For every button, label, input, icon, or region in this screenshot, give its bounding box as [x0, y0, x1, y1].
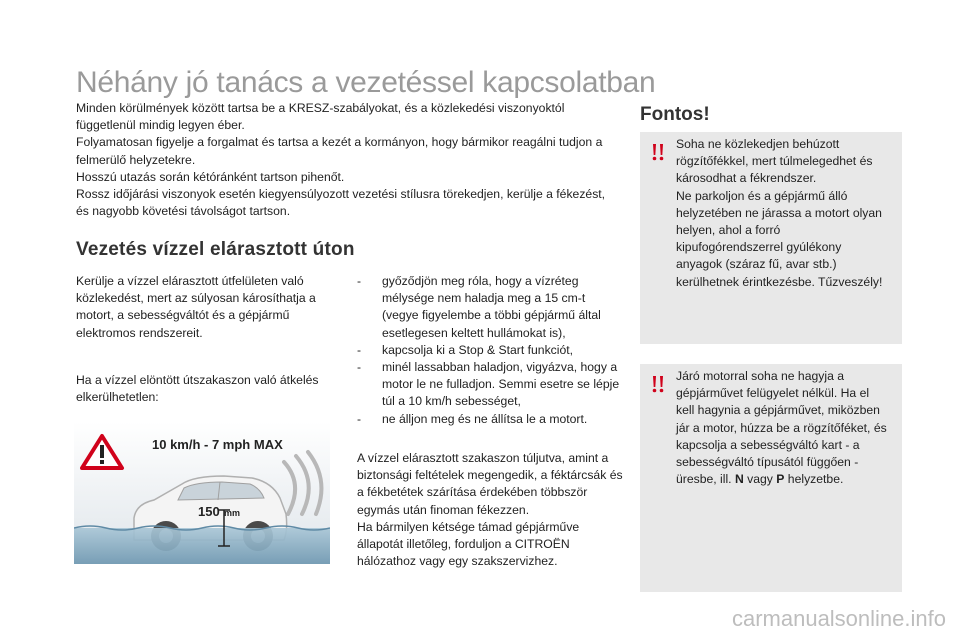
important-box-brakes-parking	[640, 132, 902, 344]
text-part: helyzetbe.	[784, 472, 844, 487]
flood-warning-text: Kerülje a vízzel elárasztott útfelületen való közlekedést, mert az súlyosan károsíthatja a motort, a sebességváltót és a gépjármű elektromos rendszereit.	[76, 274, 316, 340]
section-heading: Vezetés vízzel elárasztott úton	[76, 239, 355, 260]
after-crossing-text	[357, 450, 627, 570]
list-item: - minél lassabban haladjon, vigyázva, hogy a motor le ne fulladjon. Semmi esetre se lépje túl a 10 km/h sebességet,	[357, 359, 622, 411]
watermark: carmanualsonline.info	[731, 606, 946, 631]
important-heading: Fontos!	[640, 104, 710, 125]
list-item: - győződjön meg róla, hogy a vízréteg mélysége nem haladja meg a 15 cm-t (vegye figyelembe a többi gépjármű által esetlegesen keltett hullámokat is),	[357, 273, 622, 342]
intro-line: Minden körülmények között tartsa be a KRESZ-szabályokat, és a közlekedési viszonyoktól függetlenül mindig legyen éber.	[76, 101, 565, 133]
intro-line: Hosszú utazás során kétóránként tartson pihenőt.	[76, 169, 345, 184]
important-box-running-engine	[640, 364, 902, 592]
text-part: vagy	[743, 472, 777, 487]
depth-value: 150	[198, 504, 220, 519]
gear-n: N	[734, 472, 744, 487]
water-surface	[74, 528, 330, 564]
depth-unit: mm	[224, 508, 241, 518]
exclamation-warning-icon	[648, 142, 668, 162]
exclamation-warning-icon	[648, 374, 668, 394]
intro-text	[76, 100, 621, 220]
paragraph: Ha bármilyen kétsége támad gépjárműve állapotát illetőleg, forduljon a CITROËN hálózathoz vagy egy szakszervizhez.	[357, 519, 580, 569]
box-text: Ne parkoljon és a gépjármű álló helyzetében ne járassa a motort olyan helyen, ahol a forró kipufogórendszerrel gyúlékony anyagok (száraz fű, avar stb.) kerülhetnek érintkezésbe. Tűzveszély!	[676, 188, 883, 289]
text-part: Járó motorral soha ne hagyja a gépjárművet felügyelet nélkül. Ha el kell hagynia a gépjárművet, miközben jár a motor, húzza be a rögzítőféket, és kapcsolja a sebességváltó kart - a sebességváltó típusától függően - üresbe, ill.	[676, 369, 887, 487]
paragraph: A vízzel elárasztott szakaszon túljutva, amint a biztonsági feltételek megengedik, a féktárcsák és a fékbetétek szárítása érdekében többször egymás után finoman fékezzen.	[357, 451, 623, 517]
crossing-intro-text: Ha a vízzel elöntött útszakaszon való átkelés elkerülhetetlen:	[76, 373, 319, 405]
intro-line: Rossz időjárási viszonyok esetén kiegyensúlyozott vezetési stílusra törekedjen, kerülje a fékezést, és nagyobb követési távolságot tartson.	[76, 187, 606, 219]
crossing-instructions-list	[357, 273, 622, 428]
box-text: Soha ne közlekedjen behúzott rögzítőfékkel, mert túlmelegedhet és károsodhat a fékrendszer.	[676, 137, 873, 186]
gear-p: P	[776, 472, 785, 487]
flooded-road-illustration	[74, 422, 330, 564]
speed-limit-label: 10 km/h - 7 mph MAX	[152, 437, 283, 452]
list-item: - ne álljon meg és ne állítsa le a motort.	[357, 411, 622, 428]
list-item: - kapcsolja ki a Stop & Start funkciót,	[357, 342, 622, 359]
page-title: Néhány jó tanács a vezetéssel kapcsolatban	[76, 66, 656, 99]
box-text	[676, 368, 890, 488]
intro-line: Folyamatosan figyelje a forgalmat és tartsa a kezét a kormányon, hogy bármikor reagálni tudjon a felmerülő helyzetekre.	[76, 135, 603, 167]
